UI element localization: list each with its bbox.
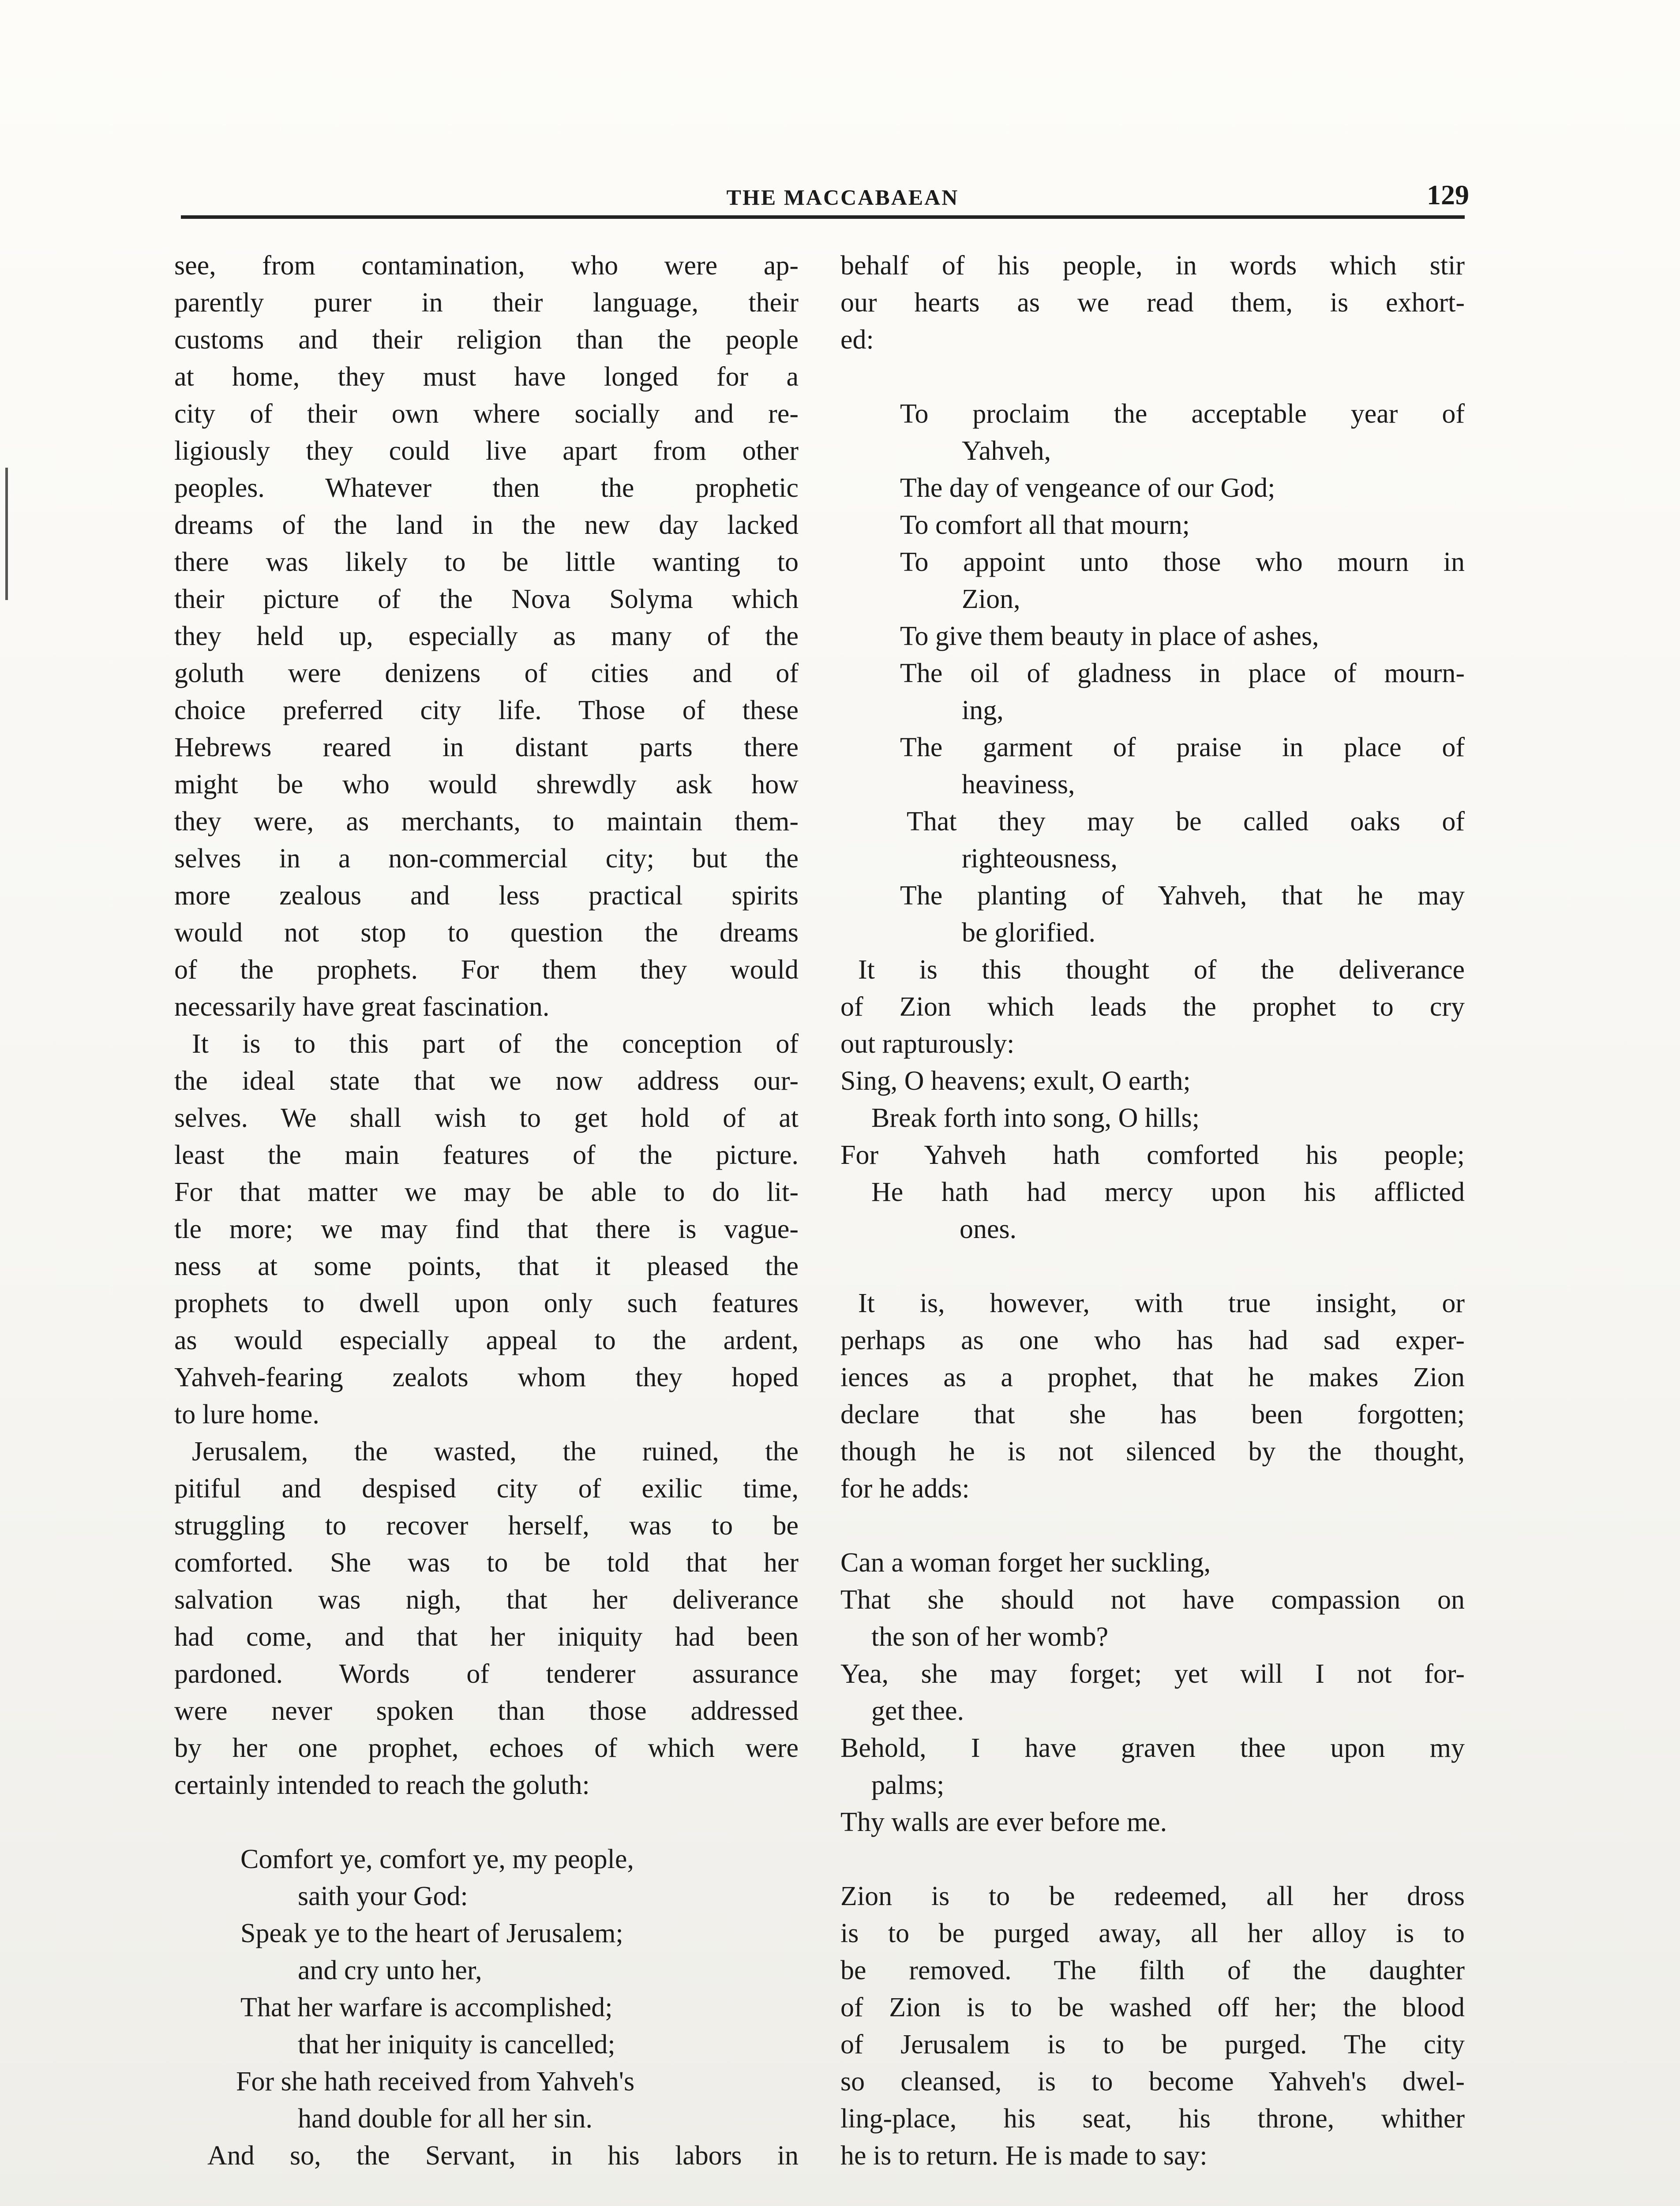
text-line: perhaps as one who has had sad exper-	[840, 1325, 1465, 1355]
verse-line: That her warfare is accomplished;	[240, 1992, 613, 2022]
text-line: necessarily have great fascination.	[174, 992, 550, 1022]
text-line: by her one prophet, echoes of which were	[174, 1733, 799, 1763]
verse-line: Yea, she may forget; yet will I not for-	[840, 1659, 1465, 1689]
text-line: peoples. Whatever then the prophetic	[174, 473, 799, 503]
page-number: 129	[1427, 179, 1469, 210]
text-line: certainly intended to reach the goluth:	[174, 1770, 590, 1800]
text-line: city of their own where socially and re-	[174, 399, 799, 429]
text-line: customs and their religion than the people	[174, 325, 799, 355]
text-line: For that matter we may be able to do lit-	[174, 1177, 799, 1207]
text-line: of Zion which leads the prophet to cry	[840, 992, 1465, 1022]
text-line: iences as a prophet, that he makes Zion	[840, 1362, 1465, 1392]
text-line: ligiously they could live apart from other	[174, 436, 799, 466]
text-line: as would especially appeal to the ardent,	[174, 1325, 799, 1355]
text-line: of Zion is to be washed off her; the blood	[840, 1992, 1465, 2022]
text-line: behalf of his people, in words which stir	[840, 251, 1465, 281]
text-line: selves in a non-commercial city; but the	[174, 844, 799, 874]
text-line: he is to return. He is made to say:	[840, 2141, 1208, 2171]
verse-line: For she hath received from Yahveh's	[236, 2067, 635, 2097]
verse-line: Comfort ye, comfort ye, my people,	[240, 1844, 634, 1874]
text-line: dreams of the land in the new day lacked	[174, 510, 799, 540]
text-line: declare that she has been forgotten;	[840, 1399, 1465, 1429]
verse-line: That they may be called oaks of	[907, 807, 1465, 837]
text-line: might be who would shrewdly ask how	[174, 769, 799, 799]
text-line: the ideal state that we now address our-	[174, 1066, 799, 1096]
text-line: though he is not silenced by the thought,	[840, 1437, 1465, 1467]
text-line: pardoned. Words of tenderer assurance	[174, 1659, 799, 1689]
verse-line: hand double for all her sin.	[298, 2104, 593, 2134]
verse-line: be glorified.	[962, 918, 1096, 948]
text-line: pitiful and despised city of exilic time,	[174, 1474, 799, 1504]
verse-line: saith your God:	[298, 1881, 468, 1911]
text-line: least the main features of the picture.	[174, 1140, 799, 1170]
text-line: of Jerusalem is to be purged. The city	[840, 2030, 1465, 2060]
text-line: ed:	[840, 325, 874, 355]
verse-line: palms;	[871, 1770, 945, 1800]
text-line: be removed. The filth of the daughter	[840, 1955, 1465, 1985]
text-line: It is this thought of the deliverance	[858, 955, 1465, 985]
verse-line: that her iniquity is cancelled;	[298, 2030, 615, 2060]
text-line: Hebrews reared in distant parts there	[174, 732, 799, 762]
verse-line: For Yahveh hath comforted his people;	[840, 1140, 1465, 1170]
verse-line: To give them beauty in place of ashes,	[900, 621, 1319, 651]
text-line: see, from contamination, who were ap-	[174, 251, 799, 281]
left-column	[174, 247, 799, 2174]
text-line: is to be purged away, all her alloy is to	[840, 1918, 1465, 1948]
verse-line: Behold, I have graven thee upon my	[840, 1733, 1465, 1763]
text-line: of the prophets. For them they would	[174, 955, 799, 985]
text-line: Yahveh-fearing zealots whom they hoped	[174, 1362, 799, 1392]
text-line: goluth were denizens of cities and of	[174, 658, 799, 688]
verse-line: get thee.	[871, 1696, 964, 1726]
margin-mark	[5, 468, 8, 600]
verse-line: To proclaim the acceptable year of	[900, 399, 1465, 429]
text-line: their picture of the Nova Solyma which	[174, 584, 799, 614]
text-line: Jerusalem, the wasted, the ruined, the	[192, 1437, 799, 1467]
text-line: selves. We shall wish to get hold of at	[174, 1103, 799, 1133]
verse-line: the son of her womb?	[871, 1622, 1109, 1652]
verse-line: The garment of praise in place of	[900, 732, 1465, 762]
right-column	[840, 247, 1465, 2174]
running-header-title: THE MACCABAEAN	[726, 185, 959, 210]
verse-line: Yahveh,	[962, 436, 1051, 466]
verse-line: The oil of gladness in place of mourn-	[900, 658, 1465, 688]
verse-line: ing,	[962, 695, 1004, 725]
text-line: more zealous and less practical spirits	[174, 881, 799, 911]
text-line: struggling to recover herself, was to be	[174, 1511, 799, 1541]
text-line: for he adds:	[840, 1474, 970, 1504]
text-line: there was likely to be little wanting to	[174, 547, 799, 577]
verse-line: To comfort all that mourn;	[900, 510, 1190, 540]
text-line: they were, as merchants, to maintain them-	[174, 807, 799, 837]
text-line: And so, the Servant, in his labors in	[207, 2141, 799, 2171]
header-rule	[181, 215, 1465, 219]
verse-line: The planting of Yahveh, that he may	[900, 881, 1465, 911]
paragraph-gap	[840, 358, 1465, 395]
text-line: Zion is to be redeemed, all her dross	[840, 1881, 1465, 1911]
verse-line: Zion,	[962, 584, 1020, 614]
text-line: they held up, especially as many of the	[174, 621, 799, 651]
text-line: It is to this part of the conception of	[192, 1029, 799, 1059]
verse-line: righteousness,	[962, 844, 1118, 874]
verse-line: ones.	[960, 1214, 1017, 1244]
verse-line: heaviness,	[962, 769, 1075, 799]
text-line: at home, they must have longed for a	[174, 362, 799, 392]
text-line: parently purer in their language, their	[174, 288, 799, 318]
text-line: ling-place, his seat, his throne, whither	[840, 2104, 1465, 2134]
paragraph-gap	[840, 1841, 1465, 1878]
paragraph-gap	[840, 1248, 1465, 1285]
verse-line: Speak ye to the heart of Jerusalem;	[240, 1918, 623, 1948]
text-line: comforted. She was to be told that her	[174, 1548, 799, 1578]
text-line: out rapturously:	[840, 1029, 1015, 1059]
text-line: our hearts as we read them, is exhort-	[840, 288, 1465, 318]
paragraph-gap	[174, 1804, 799, 1841]
verse-line: Sing, O heavens; exult, O earth;	[840, 1066, 1191, 1096]
text-line: would not stop to question the dreams	[174, 918, 799, 948]
text-line: ness at some points, that it pleased the	[174, 1251, 799, 1281]
paragraph-gap	[840, 1507, 1465, 1544]
text-line: tle more; we may find that there is vague-	[174, 1214, 799, 1244]
verse-line: That she should not have compassion on	[840, 1585, 1465, 1615]
text-line: It is, however, with true insight, or	[858, 1288, 1465, 1318]
text-line: had come, and that her iniquity had been	[174, 1622, 799, 1652]
text-line: were never spoken than those addressed	[174, 1696, 799, 1726]
text-line: prophets to dwell upon only such features	[174, 1288, 799, 1318]
text-line: choice preferred city life. Those of these	[174, 695, 799, 725]
verse-line: The day of vengeance of our God;	[900, 473, 1275, 503]
verse-line: and cry unto her,	[298, 1955, 482, 1985]
verse-line: Thy walls are ever before me.	[840, 1807, 1167, 1837]
text-line: so cleansed, is to become Yahveh's dwel-	[840, 2067, 1465, 2097]
verse-line: He hath had mercy upon his afflicted	[871, 1177, 1465, 1207]
text-line: to lure home.	[174, 1399, 319, 1429]
verse-line: Break forth into song, O hills;	[871, 1103, 1200, 1133]
verse-line: Can a woman forget her suckling,	[840, 1548, 1211, 1578]
verse-line: To appoint unto those who mourn in	[900, 547, 1465, 577]
text-line: salvation was nigh, that her deliverance	[174, 1585, 799, 1615]
